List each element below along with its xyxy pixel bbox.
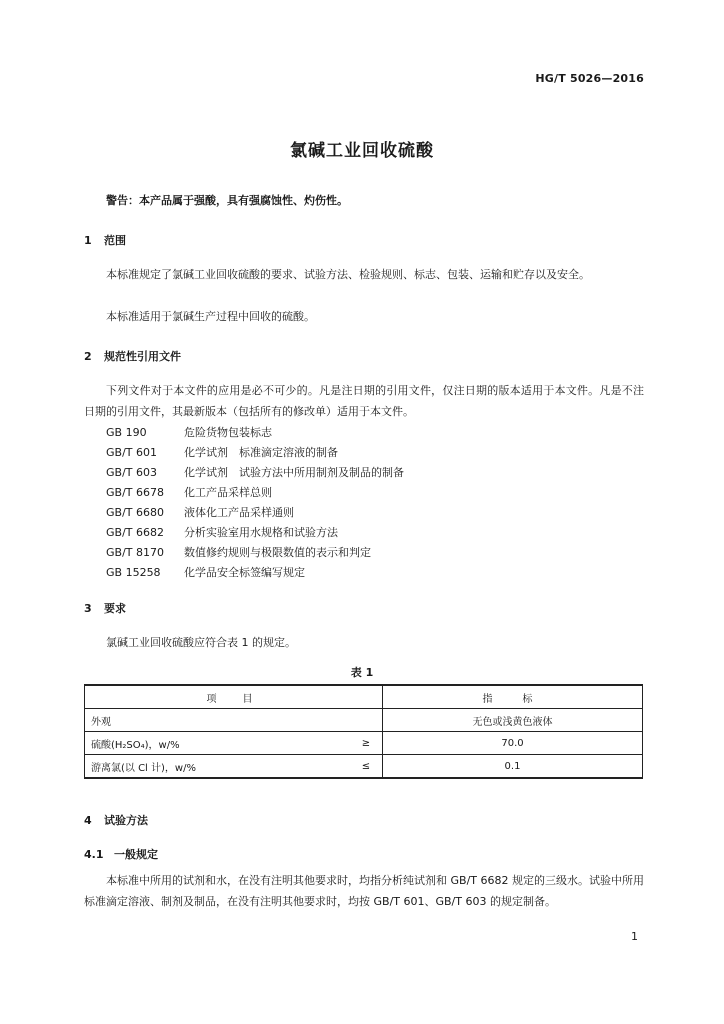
row-value: 无色或浅黄色液体 bbox=[383, 709, 643, 732]
requirements-table bbox=[84, 684, 643, 779]
reference-code: GB 15258 bbox=[106, 566, 161, 579]
header-item: 项 目 bbox=[85, 685, 383, 709]
table-header-row bbox=[85, 685, 643, 709]
section-1-heading bbox=[84, 232, 126, 248]
section-title: 范围 bbox=[104, 234, 126, 247]
row-item: 游离氯(以 Cl 计)，w/% bbox=[85, 755, 351, 779]
row-operator: ≥ bbox=[350, 732, 383, 755]
section-2-heading bbox=[84, 348, 181, 364]
reference-title: 分析实验室用水规格和试验方法 bbox=[184, 526, 338, 539]
row-operator: ≤ bbox=[350, 755, 383, 779]
reference-code: GB/T 6682 bbox=[106, 526, 164, 539]
row-value: 70.0 bbox=[383, 732, 643, 755]
reference-code: GB/T 603 bbox=[106, 466, 157, 479]
row-value: 0.1 bbox=[383, 755, 643, 779]
row-item: 硫酸(H₂SO₄)，w/% bbox=[85, 732, 351, 755]
row-operator bbox=[350, 709, 383, 732]
reference-code: GB/T 6678 bbox=[106, 486, 164, 499]
reference-title: 数值修约规则与极限数值的表示和判定 bbox=[184, 546, 371, 559]
reference-title: 危险货物包装标志 bbox=[184, 426, 272, 439]
reference-title: 化工产品采样总则 bbox=[184, 486, 272, 499]
standard-code: HG/T 5026—2016 bbox=[535, 72, 644, 85]
document-title: 氯碱工业回收硫酸 bbox=[290, 141, 434, 161]
table-row bbox=[85, 709, 643, 732]
reference-code: GB/T 8170 bbox=[106, 546, 164, 559]
page-number: 1 bbox=[631, 930, 638, 943]
reference-item bbox=[106, 464, 404, 480]
reference-code: GB/T 6680 bbox=[106, 506, 164, 519]
reference-item bbox=[106, 444, 338, 460]
section-title: 要求 bbox=[104, 602, 126, 615]
reference-title: 化学品安全标签编写规定 bbox=[184, 566, 305, 579]
subsection-title: 一般规定 bbox=[114, 848, 158, 861]
section-4-heading bbox=[84, 812, 148, 828]
row-item: 外观 bbox=[85, 709, 351, 732]
reference-item bbox=[106, 544, 371, 560]
section-1-paragraph-2: 本标准适用于氯碱生产过程中回收的硫酸。 bbox=[106, 310, 315, 323]
section-title: 规范性引用文件 bbox=[104, 350, 181, 363]
reference-code: GB 190 bbox=[106, 426, 147, 439]
section-number: 4 bbox=[84, 814, 92, 827]
subsection-4-1-heading bbox=[84, 846, 158, 862]
header-value: 指 标 bbox=[383, 685, 643, 709]
reference-title: 化学试剂 标准滴定溶液的制备 bbox=[184, 446, 338, 459]
section-title: 试验方法 bbox=[104, 814, 148, 827]
table-row bbox=[85, 755, 643, 779]
section-3-heading bbox=[84, 600, 126, 616]
section-1-paragraph-1: 本标准规定了氯碱工业回收硫酸的要求、试验方法、检验规则、标志、包装、运输和贮存以及安全。 bbox=[106, 268, 590, 281]
subsection-number: 4.1 bbox=[84, 848, 104, 861]
table-row bbox=[85, 732, 643, 755]
section-number: 1 bbox=[84, 234, 92, 247]
table-caption: 表 1 bbox=[350, 666, 374, 679]
section-number: 2 bbox=[84, 350, 92, 363]
section-4-1-paragraph: 本标准中所用的试剂和水，在没有注明其他要求时，均指分析纯试剂和 GB/T 6682 规定的三级水。试验中所用标准滴定溶液、制剂及制品，在没有注明其他要求时，均按 GB/T 601、GB/T 603 的规定制备。 bbox=[84, 874, 644, 908]
section-2-paragraph: 下列文件对于本文件的应用是必不可少的。凡是注日期的引用文件，仅注日期的版本适用于本文件。凡是不注日期的引用文件，其最新版本（包括所有的修改单）适用于本文件。 bbox=[84, 384, 644, 418]
reference-title: 化学试剂 试验方法中所用制剂及制品的制备 bbox=[184, 466, 404, 479]
section-3-paragraph: 氯碱工业回收硫酸应符合表 1 的规定。 bbox=[106, 636, 296, 649]
reference-title: 液体化工产品采样通则 bbox=[184, 506, 294, 519]
section-number: 3 bbox=[84, 602, 92, 615]
warning-notice: 警告：本产品属于强酸，具有强腐蚀性、灼伤性。 bbox=[106, 194, 348, 207]
reference-item bbox=[106, 504, 294, 520]
reference-item bbox=[106, 424, 272, 440]
reference-item bbox=[106, 484, 272, 500]
reference-code: GB/T 601 bbox=[106, 446, 157, 459]
reference-item bbox=[106, 564, 305, 580]
reference-item bbox=[106, 524, 338, 540]
